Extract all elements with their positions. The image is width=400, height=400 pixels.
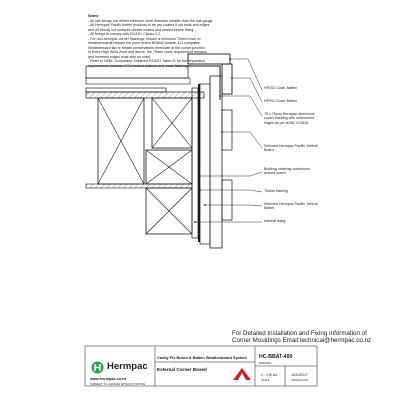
notes-line: - All Hermpac Pacific timber products to be pre-coated 6 cut ends and edges (88, 23, 210, 27)
system-name: Cavity Fix Board & Batten Weatherboard System (157, 355, 247, 360)
info-line-1: For Detailed Installation and Fixing Information of (232, 330, 367, 337)
info-line-2: Corner Mouldings Email:technical@hermpac.co.nz (232, 337, 372, 345)
branz-appraised-icon (233, 368, 251, 380)
notes-line: - Refer to NZBC Acceptable Solutions E2/AS1 Table 21 for the separation (88, 59, 205, 63)
timber-stud (98, 98, 144, 184)
installation-info (232, 330, 371, 345)
drawing-number-label: DRAWING (259, 362, 272, 365)
corner-block (146, 150, 192, 184)
scale-label: SCALE (261, 379, 270, 382)
top-batten (86, 78, 190, 84)
vertical-batten-2 (222, 180, 232, 220)
label-timber-framing: Timber framing (264, 189, 289, 193)
leader-lines (195, 59, 262, 222)
hp201-cover-batten (222, 64, 232, 94)
notes-line: - All nail fixings pre-drilled minimum 1mm diameter smaller than the nail gauge. (88, 18, 214, 23)
label-hp201-cover-batten: HP201 Cover Batten (264, 99, 297, 103)
timber-vertical-batten (200, 84, 210, 244)
label-hp202-cover-batten: HP202 Cover Batten (264, 86, 297, 90)
framing-block-right (152, 98, 192, 148)
vertical-batten-1 (222, 110, 232, 150)
label-vertical-batten: Selected Hermpac Pacific Vertical Batten (264, 202, 318, 211)
timber-stud-lower (146, 188, 192, 234)
label-vertical-board: Selected Hermpac Pacific Vertical Board (264, 144, 318, 153)
vertical-board-run (192, 88, 198, 238)
label-corner-flashing: 75 x 75mm Hermpac aluminium corner flashing with unhemmed edges as per NZBC E2/AS1 (264, 112, 315, 125)
notes-line: Weatherboard lap or rebate combinations terminate at the corner junction. (88, 45, 206, 50)
drawing-number: HC-BBAT-400 (259, 354, 293, 360)
drawing-title: External Corner Boxed (157, 367, 207, 372)
website-link[interactable]: www.hermpac.co.nz (90, 377, 127, 381)
notes-line: - All fixings to comply with E2/AS1 Clause 2.2 (88, 32, 161, 36)
issued-date-label: ISSUED DATE (291, 379, 309, 382)
scale-value: 1 : 2 @ A4 (261, 373, 277, 377)
issued-date: 16/10/2017 (291, 373, 308, 377)
label-building-underlay: Building underlay continuous around corner (264, 167, 310, 176)
subject-note: SUBJECT TO CHANGE WITHOUT NOTICE (90, 382, 146, 386)
notes-line: In Extra High Wind Zone and above, the 75mm cover requirement remains (88, 50, 207, 54)
notes-line: - For non-hermpac corner flashings: ensure a minimum 75mm cover to (88, 36, 201, 41)
notes-line: requirements between CCA treated battens and metal flashings. (88, 63, 190, 68)
internal-lining-top (86, 88, 166, 92)
title-block (85, 346, 317, 386)
top-board (86, 66, 188, 78)
notes-heading: Notes: (88, 14, 100, 18)
timber-framing-plate (86, 92, 204, 98)
notes-line: Weatherboards beyond the point where BRANZ bulletin 411 compliant (88, 41, 200, 45)
notes-line: and all freshly cut surfaces double coated and sealed before fixing. (88, 27, 195, 32)
framing-band (86, 184, 192, 188)
hermpac-logo-icon (91, 361, 104, 374)
label-internal-lining: Internal lining (264, 219, 286, 223)
hp202-cover-batten (188, 54, 230, 64)
notes-line: and hemmed edges must also be used. (88, 54, 151, 59)
brand-name: Hermpac (107, 361, 148, 372)
